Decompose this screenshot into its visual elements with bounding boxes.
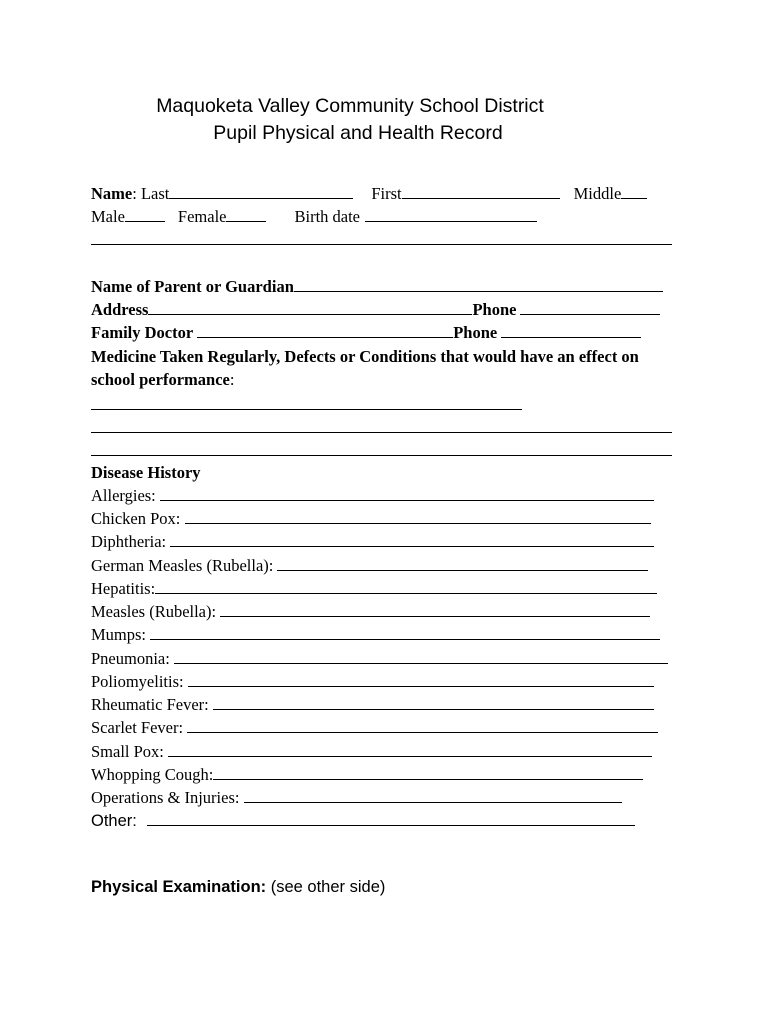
list-item bbox=[91, 764, 643, 786]
disease-history-heading: Disease History bbox=[91, 463, 201, 482]
list-item bbox=[91, 694, 654, 716]
disease-label: Mumps: bbox=[91, 625, 151, 644]
other-field[interactable] bbox=[147, 810, 635, 826]
address-label: Address bbox=[91, 300, 149, 319]
parent-label: Name of Parent or Guardian bbox=[91, 277, 294, 296]
medicine-line-1[interactable] bbox=[91, 409, 522, 410]
disease-label: Poliomyelitis: bbox=[91, 672, 188, 691]
physical-exam-row bbox=[91, 876, 385, 898]
parent-field[interactable] bbox=[294, 276, 663, 292]
doctor-field[interactable] bbox=[197, 322, 453, 338]
name-label: Name bbox=[91, 184, 133, 203]
middle-name-field[interactable] bbox=[621, 183, 647, 199]
name-row bbox=[91, 183, 647, 205]
disease-label: Diphtheria: bbox=[91, 532, 171, 551]
medicine-colon: : bbox=[229, 370, 235, 389]
disease-field[interactable] bbox=[213, 694, 654, 710]
disease-field[interactable] bbox=[185, 508, 651, 524]
female-field[interactable] bbox=[226, 206, 266, 222]
other-row bbox=[91, 810, 635, 832]
parent-row bbox=[91, 276, 663, 298]
disease-label: German Measles (Rubella): bbox=[91, 556, 278, 575]
sex-birth-row bbox=[91, 206, 537, 228]
phone-field[interactable] bbox=[520, 299, 660, 315]
physical-exam-label: Physical Examination: bbox=[91, 878, 267, 896]
physical-exam-note: (see other side) bbox=[266, 878, 386, 896]
district-title: Maquoketa Valley Community School District bbox=[156, 95, 544, 117]
blank-line[interactable] bbox=[91, 244, 672, 245]
list-item bbox=[91, 485, 654, 507]
phone-label: Phone bbox=[472, 300, 517, 319]
doctor-label: Family Doctor bbox=[91, 323, 194, 342]
disease-label: Measles (Rubella): bbox=[91, 602, 221, 621]
disease-label: Hepatitis: bbox=[91, 579, 156, 598]
record-title: Pupil Physical and Health Record bbox=[213, 122, 503, 144]
disease-field[interactable] bbox=[150, 624, 660, 640]
male-field[interactable] bbox=[125, 206, 165, 222]
disease-field[interactable] bbox=[213, 764, 643, 780]
first-label: First bbox=[371, 184, 402, 203]
male-label: Male bbox=[91, 207, 125, 226]
list-item bbox=[91, 578, 657, 600]
address-field[interactable] bbox=[148, 299, 472, 315]
list-item bbox=[91, 508, 651, 530]
last-name-field[interactable] bbox=[169, 183, 353, 199]
list-item bbox=[91, 555, 648, 577]
disease-label: Pneumonia: bbox=[91, 649, 174, 668]
disease-label: Chicken Pox: bbox=[91, 509, 185, 528]
first-name-field[interactable] bbox=[402, 183, 560, 199]
disease-field[interactable] bbox=[244, 787, 622, 803]
birth-date-label: Birth date bbox=[294, 207, 361, 226]
disease-label: Allergies: bbox=[91, 486, 160, 505]
list-item bbox=[91, 717, 658, 739]
disease-field[interactable] bbox=[168, 741, 652, 757]
disease-field[interactable] bbox=[174, 648, 668, 664]
medicine-row-2 bbox=[91, 369, 234, 391]
last-label: : Last bbox=[132, 184, 170, 203]
disease-label: Small Pox: bbox=[91, 742, 169, 761]
disease-label: Operations & Injuries: bbox=[91, 788, 244, 807]
disease-field[interactable] bbox=[188, 671, 654, 687]
birth-date-field[interactable] bbox=[365, 206, 537, 222]
female-label: Female bbox=[177, 207, 227, 226]
medicine-label-1: Medicine Taken Regularly, Defects or Conditions that would have an effect on bbox=[91, 347, 639, 366]
disease-label: Scarlet Fever: bbox=[91, 718, 188, 737]
doctor-phone-field[interactable] bbox=[501, 322, 641, 338]
list-item bbox=[91, 787, 622, 809]
middle-label: Middle bbox=[573, 184, 622, 203]
medicine-line-2[interactable] bbox=[91, 432, 672, 433]
medicine-label-2: school performance bbox=[91, 370, 230, 389]
disease-field[interactable] bbox=[160, 485, 654, 501]
disease-field[interactable] bbox=[277, 555, 648, 571]
disease-field[interactable] bbox=[170, 531, 654, 547]
disease-field[interactable] bbox=[155, 578, 657, 594]
doctor-phone-label: Phone bbox=[453, 323, 498, 342]
list-item bbox=[91, 671, 654, 693]
doctor-row bbox=[91, 322, 641, 344]
other-label: Other: bbox=[91, 812, 137, 830]
disease-label: Rheumatic Fever: bbox=[91, 695, 213, 714]
list-item bbox=[91, 741, 652, 763]
disease-field[interactable] bbox=[220, 601, 650, 617]
address-row bbox=[91, 299, 660, 321]
list-item bbox=[91, 648, 668, 670]
medicine-line-3[interactable] bbox=[91, 455, 672, 456]
list-item bbox=[91, 601, 650, 623]
disease-label: Whopping Cough: bbox=[91, 765, 214, 784]
list-item bbox=[91, 624, 660, 646]
list-item bbox=[91, 531, 654, 553]
disease-field[interactable] bbox=[187, 717, 658, 733]
